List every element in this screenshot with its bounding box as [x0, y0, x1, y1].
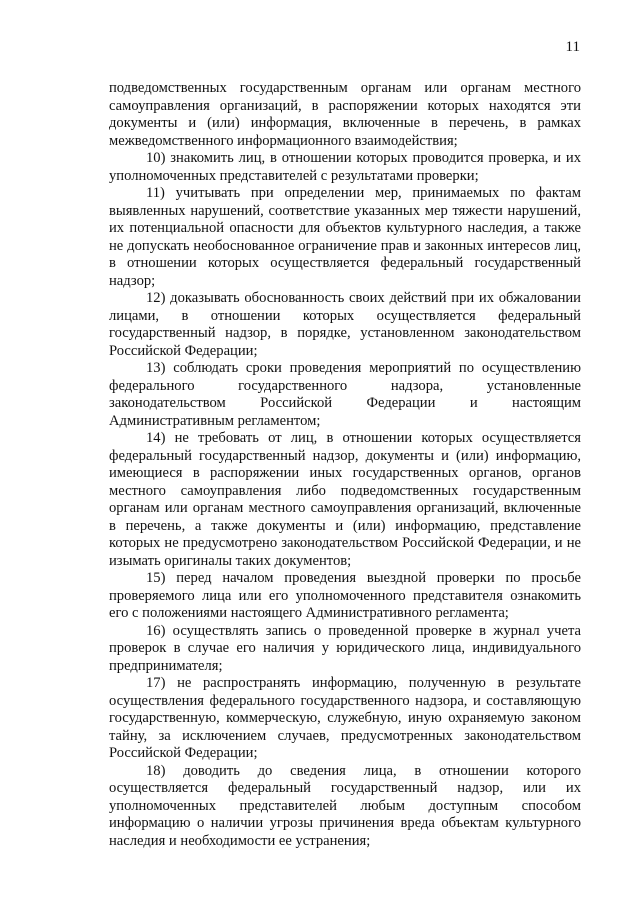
list-item-paragraph: 15) перед началом проведения выездной проверки по просьбе проверяемого лица или его уполномоченного представителя ознакомить его с положениями настоящего Административного регламента;: [109, 570, 581, 621]
list-item-paragraph: 11) учитывать при определении мер, принимаемых по фактам выявленных нарушений, соответствие указанных мер тяжести нарушений, их потенциальной опасности для объектов культурного наследия, а также не допускать необоснованное ограничение прав и законных интересов лиц, в отношении которых осуществляется федеральный государственный надзор;: [109, 185, 581, 289]
paragraph-continuation: подведомственных государственным органам или органам местного самоуправления организаций, в распоряжении которых находятся эти документы и (или) информация, включенные в перечень, в рамках межведомственного информационного взаимодействия;: [109, 80, 581, 149]
list-item-paragraph: 10) знакомить лиц, в отношении которых проводится проверка, и их уполномоченных представителей с результатами проверки;: [109, 150, 581, 184]
list-item-paragraph: 17) не распространять информацию, полученную в результате осуществления федерального государственного надзора, и составляющую государственную, коммерческую, служебную, иную охраняемую законом тайну, за исключением случаев, предусмотренных законодательством Российской Федерации;: [109, 675, 581, 761]
list-item-paragraph: 18) доводить до сведения лица, в отношении которого осуществляется федеральный государственный надзор, или их уполномоченных представителей любым доступным способом информацию о наличии угрозы причинения вреда объектам культурного наследия и необходимости ее устранения;: [109, 762, 581, 849]
list-item-paragraph: 12) доказывать обоснованность своих действий при их обжаловании лицами, в отношении которых осуществляется федеральный государственный надзор, в порядке, установленном законодательством Российской Федерации;: [109, 290, 581, 359]
list-item-paragraph: 16) осуществлять запись о проведенной проверке в журнал учета проверок в случае его наличия у юридического лица, индивидуального предпринимателя;: [109, 622, 581, 674]
list-item-paragraph: 13) соблюдать сроки проведения мероприятий по осуществлению федерального государственного надзора, установленные законодательством Российской Федерации и настоящим Административным регламентом;: [109, 360, 581, 429]
page-number: 11: [565, 39, 580, 55]
list-item-paragraph: 14) не требовать от лиц, в отношении которых осуществляется федеральный государственный надзор, документы и (или) информацию, имеющиеся в распоряжении иных государственных органов, органов местного самоуправления либо подведомственных государственным органам или органам местного самоуправления организаций, включенные в перечень, а также документы и (или) информацию, представление которых не предусмотрено законодательством Российской Федерации, и не изымать оригиналы таких документов;: [109, 430, 581, 569]
document-body: [109, 80, 581, 850]
